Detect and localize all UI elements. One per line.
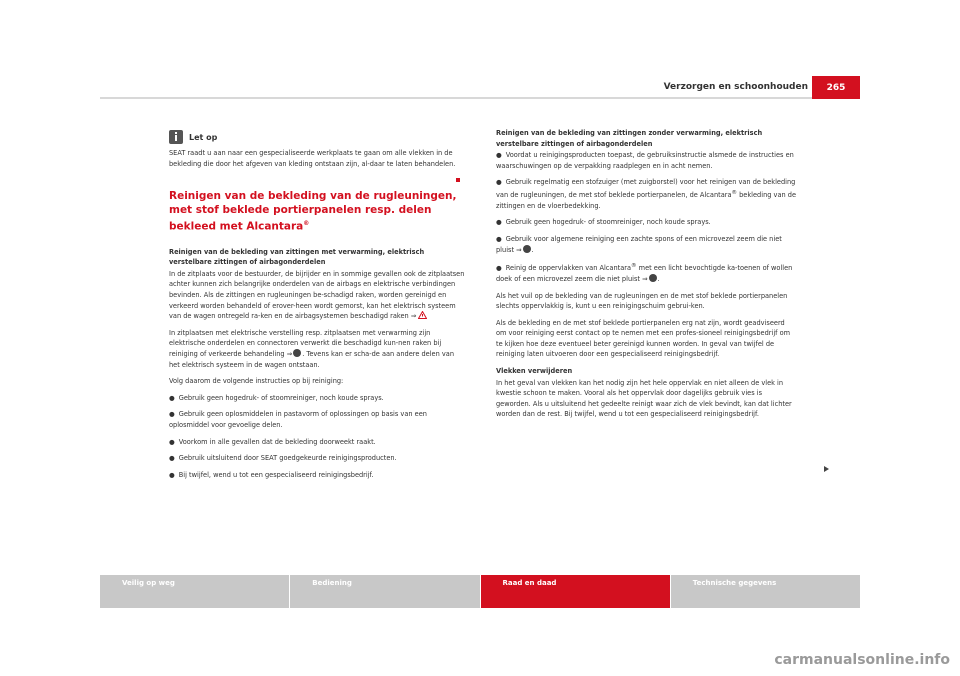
list-item: ● Gebruik voor algemene reiniging een zachte spons of een microvezel zeem die niet pluist ⇒ .	[496, 234, 782, 254]
right-paragraph-2: Als de bekleding en de met stof beklede portierpanelen erg nat zijn, wordt geadviseerd om voor reiniging eerst contact op te nemen met een profes-sioneel reinigingsbedrijf om te kijken hoe deze eventueel beter gereinigd kunnen worden. In geval van twijfel de reiniging laten uitvoeren door een gespecialiseerd reinigingsbedrijf.	[496, 318, 791, 359]
note-title: Let op	[189, 133, 218, 143]
note-text: SEAT raadt u aan naar een gespecialiseerde werkplaats te gaan om alle vlekken in de bekleding die door het afgeven van kleding ontstaan zijn, al-daar te laten behandelen.	[169, 149, 456, 168]
right-sub-heading: Reinigen van de bekleding van zittingen zonder verwarming, elektrisch verstelbare zittingen of airbagonderdelen	[496, 129, 763, 148]
tab-technische-gegevens[interactable]: Technische gegevens	[671, 575, 860, 608]
left-paragraph-3: Volg daarom de volgende instructies op bij reiniging:	[169, 377, 344, 386]
list-item: ● Bij twijfel, wend u tot een gespecialiseerd reinigingsbedrijf.	[169, 470, 374, 479]
list-item: ● Reinig de oppervlakken van Alcantara® met een licht bevochtigde ka-toenen of wollen doek of een microvezel zeem die niet pluist ⇒ .	[496, 263, 793, 283]
right-column	[496, 128, 796, 426]
section-end-marker	[456, 178, 460, 182]
left-paragraph-2: In zitplaatsen met elektrische verstelling resp. zitplaatsen met verwarming zijn elektrische onderdelen en connectoren verwerkt die beschadigd kun-nen raken bij reiniging of verkeerde behandeling ⇒ . Tevens kan er scha-de aan andere delen van het elektrisch systeem in de wagen ontstaan.	[169, 328, 455, 369]
list-item: ● Gebruik regelmatig een stofzuiger (met zuigborstel) voor het reinigen van de bekleding van de rugleuningen, de met stof beklede portierpanelen, de Alcantara® bekleding van de zittingen en de vloerbedekking.	[496, 178, 796, 210]
section-heading: Reinigen van de bekleding van de rugleuningen, met stof beklede portierpanelen resp. delen bekleed met Alcantara®	[169, 190, 457, 233]
caution-icon	[649, 274, 657, 282]
list-item: ● Voorkom in alle gevallen dat de bekleding doorweekt raakt.	[169, 437, 376, 446]
note-icon	[169, 130, 183, 144]
tab-raad-en-daad[interactable]: Raad en daad	[481, 575, 670, 608]
list-item: ● Gebruik geen oplosmiddelen in pastavorm of oplossingen op basis van een oplosmiddel voor gevoelige delen.	[169, 410, 427, 429]
page-number: 265	[812, 76, 860, 99]
watermark: carmanualsonline.info	[774, 652, 950, 668]
stains-heading: Vlekken verwijderen	[496, 367, 573, 376]
continue-arrow-icon	[824, 466, 829, 472]
left-column	[169, 128, 465, 486]
left-paragraph-1: In de zitplaats voor de bestuurder, de bijrijder en in sommige gevallen ook de zitplaatsen achter kunnen zich belangrijke onderdelen van de airbags en elektrische verbindingen bevinden. Als de zittingen en rugleuningen be-schadigd raken, worden gereinigd en verkeerd worden behandeld of erover-heen wordt gemorst, kan het elektrisch systeem van de wagen ontregeld ra-ken en de airbagsystemen beschadigd raken ⇒	[169, 269, 465, 321]
list-item: ● Gebruik geen hogedruk- of stoomreiniger, noch koude sprays.	[496, 218, 711, 227]
header-divider	[100, 97, 860, 99]
list-item: ● Voordat u reinigingsproducten toepast, de gebruiksinstructie alsmede de instructies en waarschuwingen op de verpakking raadplegen en in acht nemen.	[496, 151, 794, 170]
right-paragraph-1: Als het vuil op de bekleding van de rugleuningen en de met stof beklede portierpanelen slechts oppervlakkig is, kunt u een reinigingschuim gebrui-ken.	[496, 291, 788, 311]
left-sub-heading: Reinigen van de bekleding van zittingen met verwarming, elektrisch verstelbare zittingen of airbagonderdelen	[169, 247, 425, 267]
warning-icon	[418, 311, 427, 319]
caution-icon	[293, 349, 301, 357]
tab-veilig-op-weg[interactable]: Veilig op weg	[100, 575, 289, 608]
chapter-title: Verzorgen en schoonhouden	[663, 82, 808, 92]
caution-icon	[523, 245, 531, 253]
tab-bediening[interactable]: Bediening	[290, 575, 479, 608]
list-item: ● Gebruik geen hogedruk- of stoomreiniger, noch koude sprays.	[169, 393, 384, 402]
stains-text: In het geval van vlekken kan het nodig zijn het hele oppervlak en niet alleen de vlek in kwestie schoon te maken. Vooral als het oppervlak door dagelijks gebruik vies is geworden. Als u uitsluitend het gedeelte reinigt waar zich de vlek bevindt, kan dat lichter worden dan de rest. Bij twijfel, wend u tot een gespecialiseerd reinigingsbedrijf.	[496, 378, 792, 419]
list-item: ● Gebruik uitsluitend door SEAT goedgekeurde reinigingsproducten.	[169, 454, 397, 463]
footer-nav	[100, 575, 860, 608]
note-header	[169, 128, 465, 144]
